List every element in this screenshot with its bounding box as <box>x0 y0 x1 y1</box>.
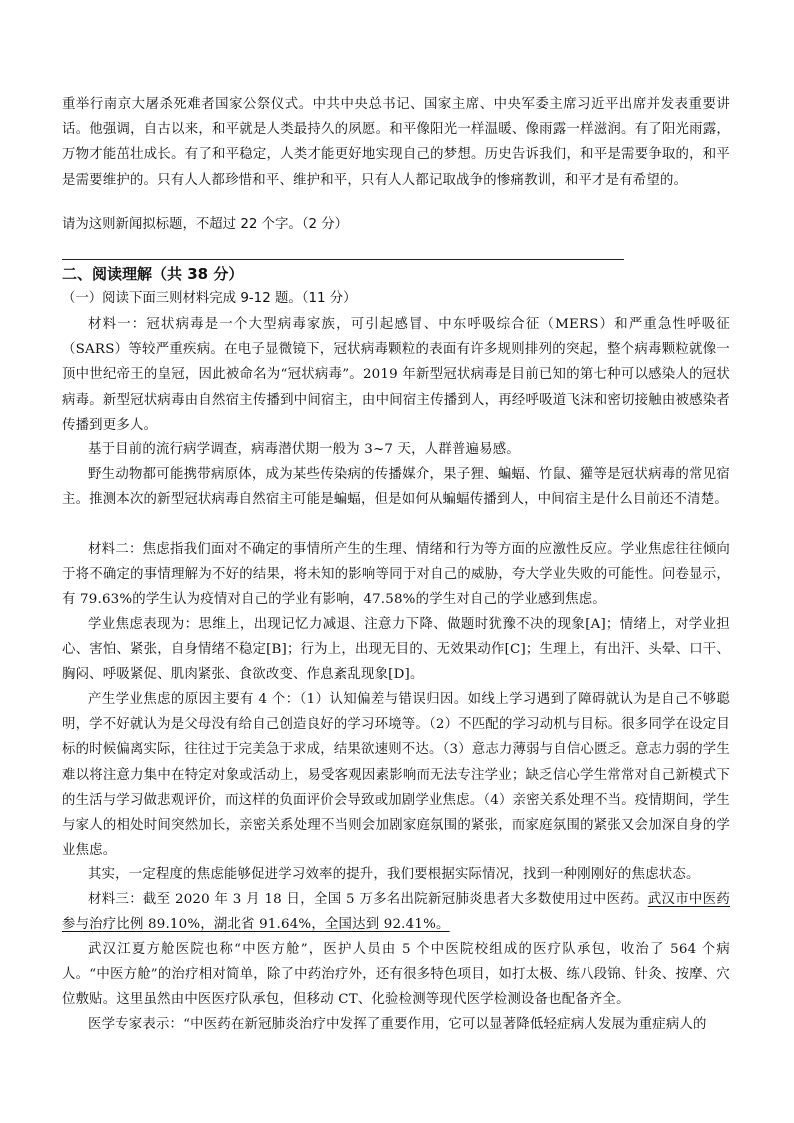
material-3-text: 材料三：截至 2020 年 3 月 18 日，全国 5 万多名出院新冠肺炎患者大多数使用过中医药。 <box>88 892 648 907</box>
subsection-title: （一）阅读下面三则材料完成 9-12 题。（11 分） <box>62 291 357 306</box>
incubation-paragraph: 基于目前的流行病学调查，病毒潜伏期一般为 3~7 天，人群普遍易感。 <box>88 442 520 457</box>
underlined-statistics: 武汉市中医药参与治疗比例 89.10%，湖北省 91.64%，全国达到 92.41%。 <box>62 892 730 933</box>
material-3-paragraph <box>62 887 730 937</box>
answer-line[interactable] <box>62 259 624 260</box>
intro-paragraph: 重举行南京大屠杀死难者国家公祭仪式。中共中央总书记、国家主席、中央军委主席习近平出席并发表重要讲话。他强调，自古以来，和平就是人类最持久的夙愿。和平像阳光一样温暖、像雨露一样滋润。有了阳光雨露，万物才能茁壮成长。有了和平稳定，人类才能更好地实现自己的梦想。历史告诉我们，和平是需要争取的，和平是需要维护的。只有人人都珍惜和平、维护和平，只有人人都记取战争的惨痛教训，和平才是有希望的。 <box>62 97 730 188</box>
material-2-paragraph: 材料二：焦虑指我们面对不确定的事情所产生的生理、情绪和行为等方面的应激性反应。学业焦虑往往倾向于将不确定的事情理解为不好的结果，将未知的影响等同于对自己的威胁，夸大学业失败的可能性。问卷显示，有 79.63%的学生认为疫情对自己的学业有影响，47.58%的学生对自己的学业感到焦虑。 <box>62 542 730 608</box>
fangcang-hospital-paragraph: 武汉江夏方舱医院也称“中医方舱”，医护人员由 5 个中医院校组成的医疗队承包，收治了 564 个病人。“中医方舱”的治疗相对简单，除了中药治疗外，还有很多特色项目，如打太极、练八段锦、针灸、按摩、穴位敷贴。这里虽然由中医医疗队承包，但移动 CT、化验检测等现代医学检测设备也配备齐全。 <box>62 942 730 1008</box>
question-prompt: 请为这则新闻拟标题，不超过 22 个字。（2 分） <box>62 217 349 232</box>
anxiety-causes-paragraph: 产生学业焦虑的原因主要有 4 个：（1）认知偏差与错误归因。如线上学习遇到了障碍就认为是自己不够聪明，学不好就认为是父母没有给自己创造良好的学习环境等。（2）不匹配的学习动机与目标。很多同学在设定目标的时候偏离实际，往往过于完美急于求成，结果欲速则不达。（3）意志力薄弱与自信心匮乏。意志力弱的学生难以将注意力集中在特定对象或活动上，易受客观因素影响而无法专注学业；缺乏信心学生常常对自己新模式下的生活与学习做悲观评价，而这样的负面评价会导致或加剧学业焦虑。（4）亲密关系处理不当。疫情期间，学生与家人的相处时间突然加长，亲密关系处理不当则会加剧家庭氛围的紧张，而家庭氛围的紧张又会加深自身的学业焦虑。 <box>62 692 730 859</box>
expert-statement-paragraph: 医学专家表示：“中医药在新冠肺炎治疗中发挥了重要作用，它可以显著降低轻症病人发展为重症病人的 <box>88 1017 707 1032</box>
anxiety-symptoms-paragraph: 学业焦虑表现为：思维上，出现记忆力减退、注意力下降、做题时犹豫不决的现象[A]；情绪上，对学业担心、害怕、紧张，自身情绪不稳定[B]；行为上，出现无目的、无效果动作[C]；生理上，有出汗、头晕、口干、胸闷、呼吸紧促、肌肉紧张、食欲改变、作息紊乱现象[D]。 <box>62 617 730 683</box>
wildlife-host-paragraph: 野生动物都可能携带病原体，成为某些传染病的传播媒介，果子狸、蝙蝠、竹鼠、獾等是冠状病毒的常见宿主。推测本次的新型冠状病毒自然宿主可能是蝙蝠，但是如何从蝙蝠传播到人，中间宿主是什么目前还不清楚。 <box>62 467 730 508</box>
material-1-paragraph: 材料一：冠状病毒是一个大型病毒家族，可引起感冒、中东呼吸综合征（MERS）和严重急性呼吸征（SARS）等较严重疾病。在电子显微镜下，冠状病毒颗粒的表面有许多规则排列的突起，整个病毒颗粒就像一顶中世纪帝王的皇冠，因此被命名为“冠状病毒”。2019 年新型冠状病毒是目前已知的第七种可以感染人的冠状病毒。新型冠状病毒由自然宿主传播到中间宿主，由中间宿主传播到人，再经呼吸道飞沫和密切接触由被感染者传播到更多人。 <box>62 317 730 433</box>
moderate-anxiety-paragraph: 其实，一定程度的焦虑能够促进学习效率的提升，我们要根据实际情况，找到一种刚刚好的焦虑状态。 <box>88 867 700 882</box>
section-title: 二、阅读理解（共 38 分） <box>62 265 244 283</box>
